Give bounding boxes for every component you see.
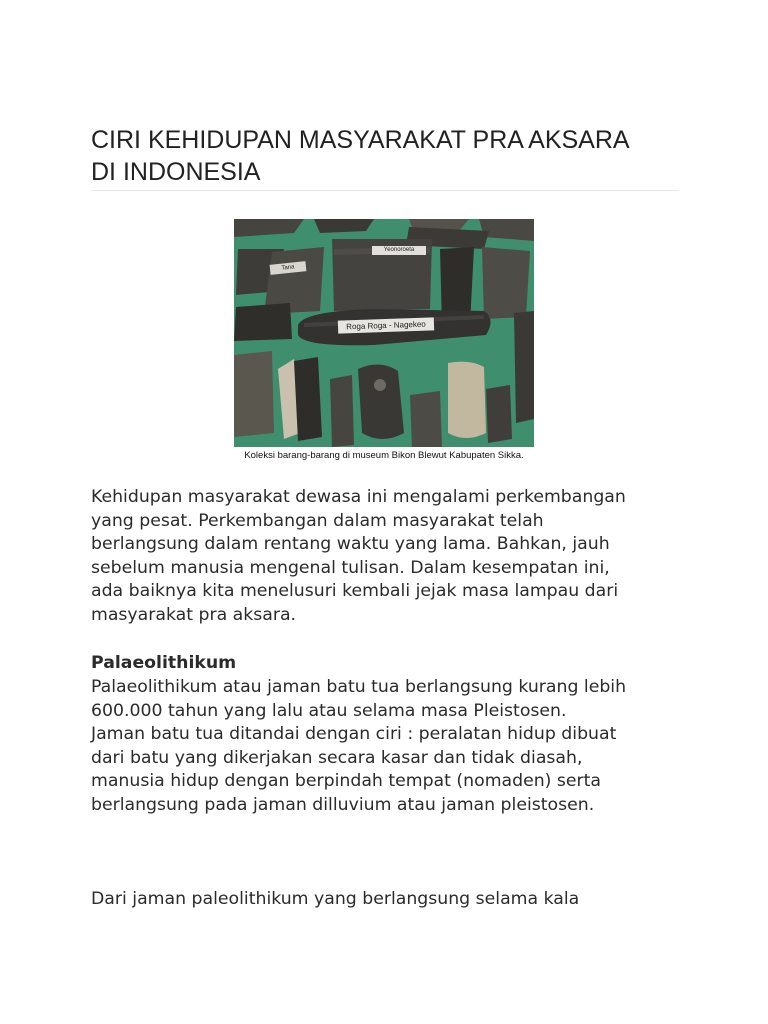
section-line-1: Palaeolithikum atau jaman batu tua berlangsung kurang lebih (91, 677, 627, 697)
stone-label-tana: Tana (270, 261, 307, 275)
intro-line-4: sebelum manusia mengenal tulisan. Dalam kesempatan ini, (91, 557, 610, 578)
photo-caption: Koleksi barang-barang di museum Bikon Blewut Kabupaten Sikka. (244, 450, 524, 461)
closing-line-1: Dari jaman paleolithikum yang berlangsung selama kala (91, 889, 580, 909)
museum-stone-tools-photo (234, 219, 534, 447)
title-line-1: CIRI KEHIDUPAN MASYARAKAT PRA AKSARA (91, 126, 630, 154)
intro-paragraph (91, 486, 681, 628)
intro-line-1: Kehidupan masyarakat dewasa ini mengalami perkembangan (91, 487, 626, 507)
section-heading: Palaeolithikum (91, 653, 237, 673)
palaeolithikum-paragraph (91, 676, 681, 818)
title-line-2: DI INDONESIA (91, 158, 261, 186)
closing-paragraph (91, 888, 681, 912)
stone-label-roga-roga: Roga Roga - Nagekeo (338, 317, 434, 333)
intro-line-5: ada baiknya kita menelusuri kembali jejak masa lampau dari (91, 581, 619, 602)
section-line-6: berlangsung pada jaman dilluvium atau jaman pleistosen. (91, 794, 595, 815)
section-line-5: manusia hidup dengan berpindah tempat (nomaden) serta (91, 771, 602, 792)
section-line-4: dari batu yang dikerjakan secara kasar dan tidak diasah, (91, 747, 583, 768)
museum-figure (234, 219, 534, 464)
intro-line-2: yang pesat. Perkembangan dalam masyarakat telah (91, 510, 544, 531)
section-line-3: Jaman batu tua ditandai dengan ciri : peralatan hidup dibuat (91, 724, 617, 745)
intro-line-3: berlangsung dalam rentang waktu yang lama. Bahkan, jauh (91, 534, 610, 555)
stone-label-yeonoroeta: Yeonoroeta (372, 246, 426, 255)
section-line-2: 600.000 tahun yang lalu atau selama masa Pleistosen. (91, 700, 567, 721)
article-title (91, 124, 679, 191)
intro-line-6: masyarakat pra aksara. (91, 604, 297, 625)
